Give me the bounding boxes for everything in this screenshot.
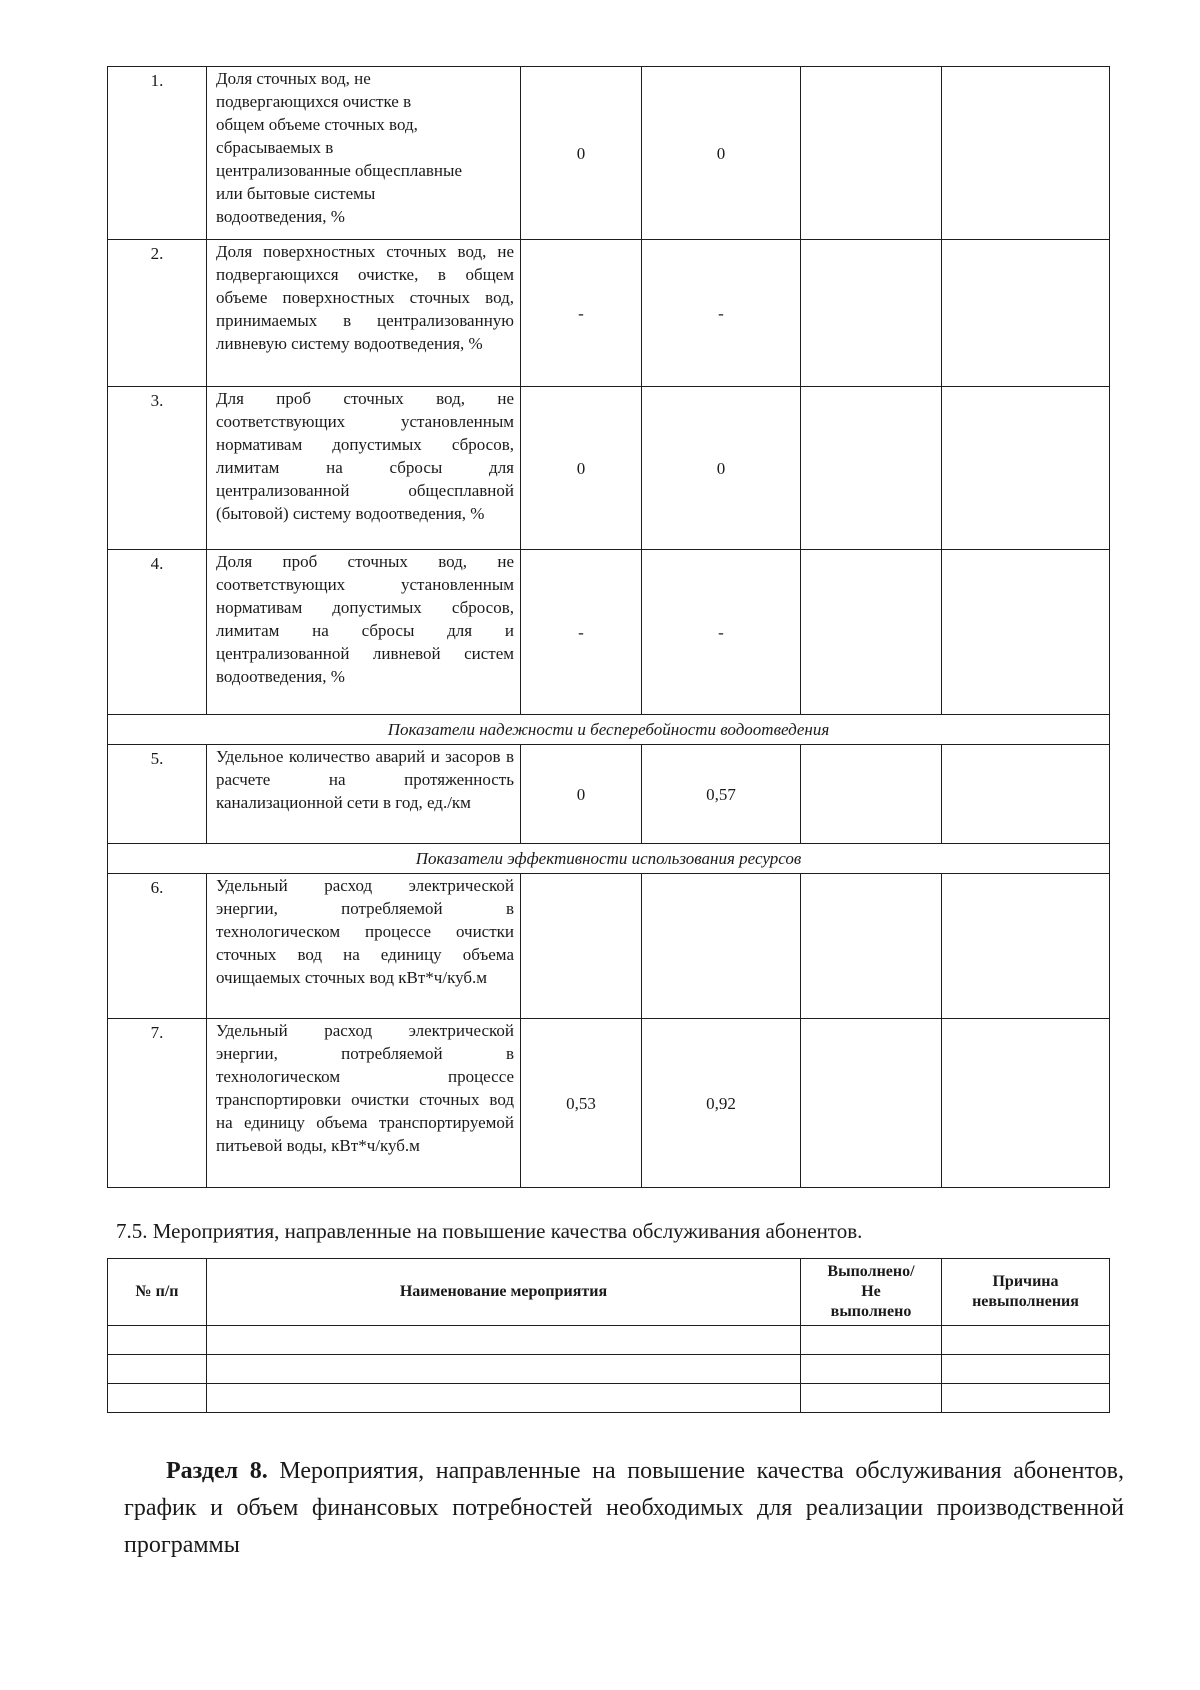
section-title-reliability: Показатели надежности и бесперебойности водоотведения xyxy=(108,715,1110,745)
empty-cell xyxy=(801,550,942,715)
row-number: 1. xyxy=(108,67,207,240)
indicator-name: Доля поверхностных сточных вод, не подвергающихся очистке, в общем объеме поверхностных сточных вод, принимаемых в централизованную ливневую систему водоотведения, % xyxy=(207,240,521,387)
indicator-value-1: - xyxy=(521,240,642,387)
events-cell xyxy=(942,1326,1110,1355)
empty-cell xyxy=(942,240,1110,387)
events-cell xyxy=(108,1326,207,1355)
section-row xyxy=(108,715,1110,745)
section-8-label: Раздел 8. xyxy=(166,1458,268,1484)
header-done: Выполнено/ Не выполнено xyxy=(801,1259,942,1326)
section-8-body xyxy=(124,1453,1124,1564)
events-cell xyxy=(801,1326,942,1355)
indicator-value-1: - xyxy=(521,550,642,715)
indicator-name xyxy=(207,67,521,240)
events-cell xyxy=(801,1355,942,1384)
events-header-row xyxy=(108,1259,1110,1326)
events-cell xyxy=(207,1355,801,1384)
indicator-name: Удельный расход электрической энергии, потребляемой в технологическом процессе очистки сточных вод на единицу объема очищаемых сточных вод кВт*ч/куб.м xyxy=(207,874,521,1019)
row-number: 4. xyxy=(108,550,207,715)
indicator-value-1: 0 xyxy=(521,67,642,240)
empty-cell xyxy=(942,550,1110,715)
events-table xyxy=(107,1258,1110,1413)
section-heading-7-5: 7.5. Мероприятия, направленные на повышение качества обслуживания абонентов. xyxy=(116,1219,863,1243)
indicator-value-1: 0 xyxy=(521,745,642,844)
indicator-row xyxy=(108,67,1110,240)
empty-cell xyxy=(942,387,1110,550)
header-num: № п/п xyxy=(108,1259,207,1326)
events-row xyxy=(108,1326,1110,1355)
indicator-name: Удельное количество аварий и засоров в расчете на протяженность канализационной сети в год, ед./км xyxy=(207,745,521,844)
events-cell xyxy=(942,1384,1110,1413)
row-number: 6. xyxy=(108,874,207,1019)
indicator-row xyxy=(108,240,1110,387)
empty-cell xyxy=(801,67,942,240)
indicator-row xyxy=(108,745,1110,844)
row-number: 7. xyxy=(108,1019,207,1188)
empty-cell xyxy=(801,1019,942,1188)
header-name: Наименование мероприятия xyxy=(207,1259,801,1326)
row-number: 3. xyxy=(108,387,207,550)
empty-cell xyxy=(942,67,1110,240)
indicator-value-2: 0 xyxy=(642,67,801,240)
indicator-name: Удельный расход электрической энергии, потребляемой в технологическом процессе транспортировки очистки сточных вод на единицу объема транспортируемой питьевой воды, кВт*ч/куб.м xyxy=(207,1019,521,1188)
events-cell xyxy=(207,1384,801,1413)
header-reason: Причина невыполнения xyxy=(942,1259,1110,1326)
indicator-row xyxy=(108,550,1110,715)
indicators-table xyxy=(107,66,1110,1188)
empty-cell xyxy=(801,240,942,387)
events-cell xyxy=(108,1384,207,1413)
empty-cell xyxy=(942,745,1110,844)
events-row xyxy=(108,1355,1110,1384)
section-8-text: Мероприятия, направленные на повышение качества обслуживания абонентов, график и объем финансовых потребностей необходимых для реализации производственной программы xyxy=(124,1458,1124,1558)
indicator-value-2 xyxy=(642,874,801,1019)
indicator-value-2: - xyxy=(642,240,801,387)
indicator-name: Доля проб сточных вод, не соответствующих установленным нормативам допустимых сбросов, лимитам на сбросы для и централизованной ливневой систем водоотведения, % xyxy=(207,550,521,715)
events-cell xyxy=(801,1384,942,1413)
indicator-value-2: 0,57 xyxy=(642,745,801,844)
empty-cell xyxy=(801,387,942,550)
section-title-efficiency: Показатели эффективности использования ресурсов xyxy=(108,844,1110,874)
empty-cell xyxy=(942,1019,1110,1188)
events-row xyxy=(108,1384,1110,1413)
section-row xyxy=(108,844,1110,874)
indicator-row xyxy=(108,874,1110,1019)
indicator-value-1 xyxy=(521,874,642,1019)
indicator-value-1: 0,53 xyxy=(521,1019,642,1188)
row-number: 2. xyxy=(108,240,207,387)
indicator-value-2: 0,92 xyxy=(642,1019,801,1188)
row-number: 5. xyxy=(108,745,207,844)
empty-cell xyxy=(942,874,1110,1019)
empty-cell xyxy=(801,745,942,844)
empty-cell xyxy=(801,874,942,1019)
indicator-name: Для проб сточных вод, не соответствующих установленным нормативам допустимых сбросов, лимитам на сбросы для централизованной общесплавной (бытовой) систему водоотведения, % xyxy=(207,387,521,550)
events-cell xyxy=(207,1326,801,1355)
section-8-paragraph xyxy=(124,1453,1124,1564)
events-cell xyxy=(942,1355,1110,1384)
indicator-value-2: 0 xyxy=(642,387,801,550)
indicator-value-2: - xyxy=(642,550,801,715)
indicator-value-1: 0 xyxy=(521,387,642,550)
events-cell xyxy=(108,1355,207,1384)
indicator-name-text: Доля сточных вод, не подвергающихся очистке в общем объеме сточных вод, сбрасываемых в централизованные общесплавные или бытовые системы водоотведения, % xyxy=(216,69,463,226)
indicator-row xyxy=(108,1019,1110,1188)
indicator-row xyxy=(108,387,1110,550)
